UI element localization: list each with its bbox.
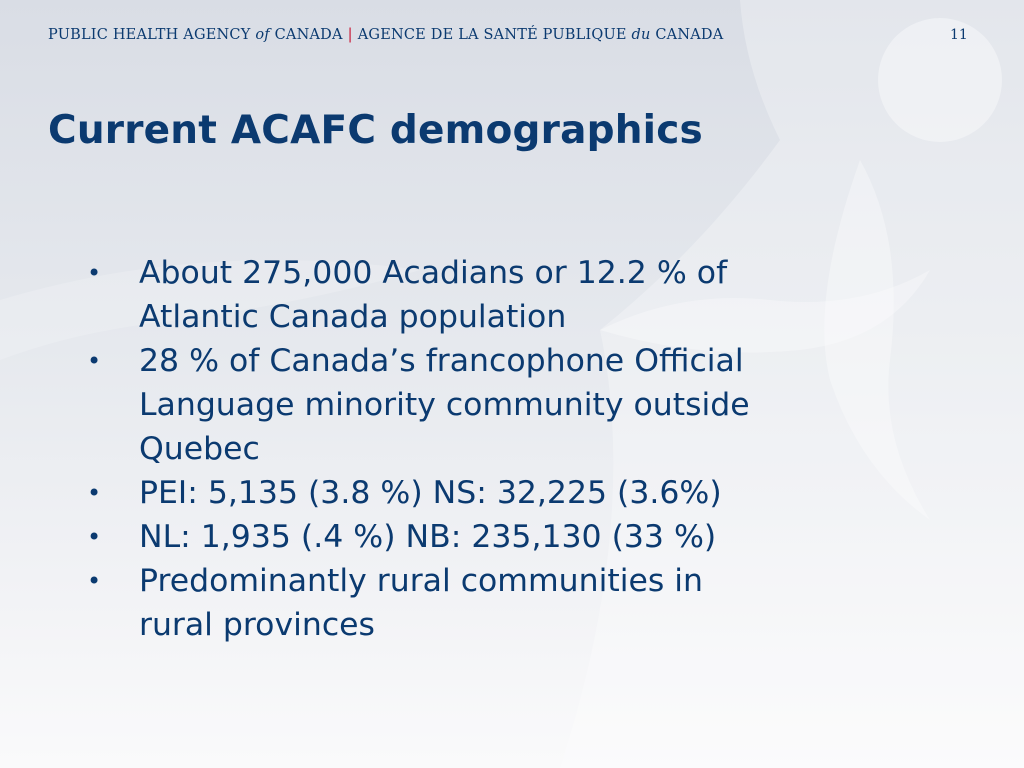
agency-header — [48, 27, 723, 43]
agency-name-en-country: CANADA — [274, 27, 343, 43]
bullet-item — [84, 559, 964, 647]
bullet-line: NL: 1,935 (.4 %) NB: 235,130 (33 %) — [139, 519, 717, 555]
bullet-item — [84, 515, 964, 559]
bullet-line: Language minority community outside — [139, 387, 750, 423]
agency-name-fr: AGENCE DE LA SANTÉ PUBLIQUE — [357, 27, 627, 43]
bullet-line: 28 % of Canada’s francophone Official — [139, 343, 744, 379]
agency-name-en-of: of — [255, 27, 270, 43]
bullet-line: About 275,000 Acadians or 12.2 % of — [139, 255, 728, 291]
bullet-line: PEI: 5,135 (3.8 %) NS: 32,225 (3.6%) — [139, 475, 722, 511]
agency-name-en: PUBLIC HEALTH AGENCY — [48, 27, 251, 43]
header-separator: | — [347, 27, 353, 43]
slide-title: Current ACAFC demographics — [48, 108, 703, 153]
bullet-line: Predominantly rural communities in — [139, 563, 703, 599]
bullet-line: rural provinces — [139, 607, 375, 643]
bullet-line: Atlantic Canada population — [139, 299, 567, 335]
agency-name-fr-country: CANADA — [655, 27, 724, 43]
bullet-item — [84, 251, 964, 339]
bullet-line: Quebec — [139, 431, 260, 467]
agency-name-fr-du: du — [631, 27, 651, 43]
bullet-item — [84, 339, 964, 471]
bullet-item — [84, 471, 964, 515]
bullet-list — [84, 251, 964, 647]
page-number: 11 — [950, 27, 968, 43]
